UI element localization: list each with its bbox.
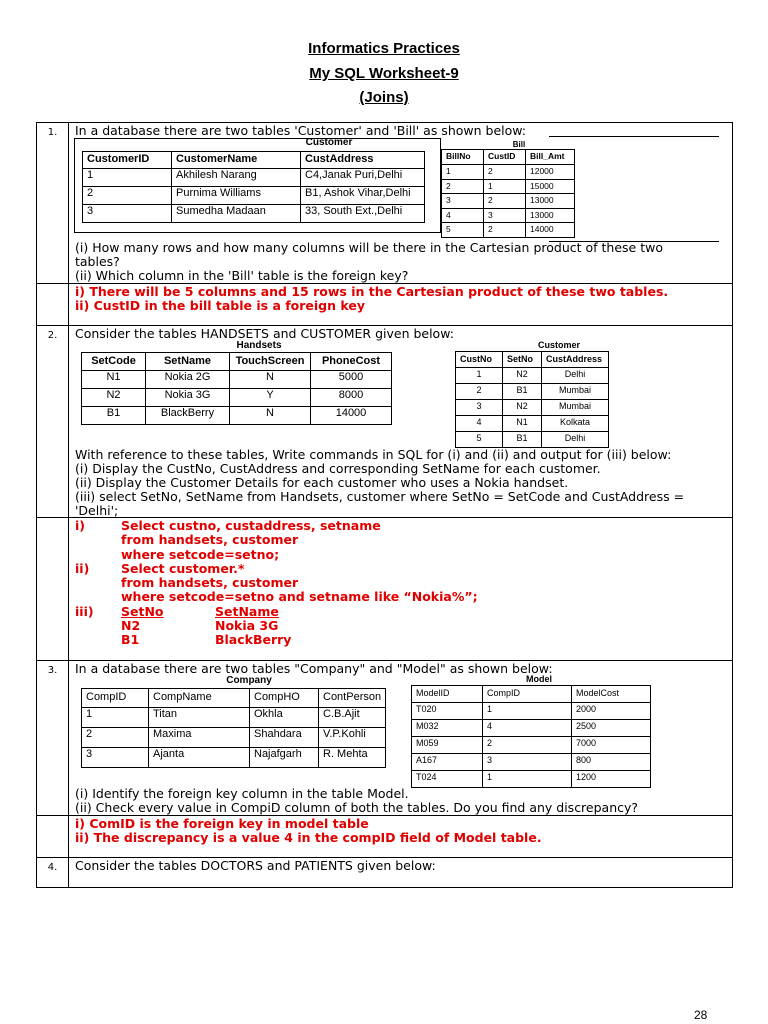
question-3: [69, 661, 733, 816]
cell: Okhla: [250, 708, 319, 728]
cell: Mumbai: [542, 384, 609, 400]
answer-text: ii) The discrepancy is a value 4 in the compID field of Model table.: [75, 830, 542, 846]
column-header: Bill_Amt: [526, 150, 575, 165]
answer-label: i): [75, 518, 85, 533]
cell: B1: [82, 407, 146, 425]
cell: 4: [442, 208, 484, 223]
cell: Kolkata: [542, 416, 609, 432]
cell: 3: [456, 400, 503, 416]
company-table: [81, 688, 386, 768]
cell: 33, South Ext.,Delhi: [301, 205, 425, 223]
table-caption: Bill: [512, 140, 526, 149]
cell: A167: [412, 754, 483, 771]
cell: N1: [82, 371, 146, 389]
cell: Ajanta: [149, 748, 250, 768]
question-number: 4.: [37, 858, 69, 888]
cell: C4,Janak Puri,Delhi: [301, 169, 425, 187]
answer-text: i) There will be 5 columns and 15 rows in the Cartesian product of these two tables.: [75, 284, 669, 299]
cell: 3: [483, 754, 572, 771]
column-header: CustomerID: [83, 152, 172, 169]
column-header: ModelID: [412, 686, 483, 703]
question-text: 'Delhi';: [75, 503, 119, 518]
cell: Nokia 3G: [146, 389, 230, 407]
column-header: SetName: [146, 353, 230, 371]
cell: 1: [83, 169, 172, 187]
column-header: SetCode: [82, 353, 146, 371]
cell: Delhi: [542, 368, 609, 384]
column-header: CustAddress: [542, 352, 609, 368]
question-intro: In a database there are two tables 'Customer' and 'Bill' as shown below:: [75, 123, 527, 138]
cell: 2: [82, 728, 149, 748]
question-text: (i) Display the CustNo, CustAddress and corresponding SetName for each customer.: [75, 461, 601, 476]
column-header: CompID: [483, 686, 572, 703]
divider: [549, 136, 719, 137]
answer-line: Select custno, custaddress, setname: [121, 518, 381, 533]
question-intro: In a database there are two tables "Company" and "Model" as shown below:: [75, 661, 553, 676]
answer-2: [69, 518, 733, 661]
answer-line: from handsets, customer: [121, 575, 299, 591]
table-caption: Customer: [537, 340, 580, 350]
table-caption: Model: [526, 674, 552, 684]
question-number: 2.: [37, 326, 69, 518]
column-header: CompHO: [250, 689, 319, 708]
cell: Delhi: [542, 432, 609, 448]
cell: 2: [442, 179, 484, 194]
cell: N2: [503, 368, 542, 384]
cell: 2: [483, 737, 572, 754]
customer-table-frame: [74, 138, 441, 233]
column-header: CompName: [149, 689, 250, 708]
answer-block-i: [75, 519, 726, 562]
worksheet-table: [36, 122, 733, 888]
column-header: CustAddress: [301, 152, 425, 169]
cell: T020: [412, 703, 483, 720]
cell: 3: [442, 194, 484, 209]
cell: 12000: [526, 165, 575, 180]
title-worksheet: My SQL Worksheet-9: [309, 65, 459, 82]
table-caption: Company: [226, 675, 272, 686]
cell: 3: [484, 208, 526, 223]
cell: BlackBerry: [146, 407, 230, 425]
cell: N2: [82, 389, 146, 407]
cell: 1: [82, 708, 149, 728]
cell: 3: [82, 748, 149, 768]
question-intro: Consider the tables DOCTORS and PATIENTS given below:: [75, 858, 436, 873]
column-header: CustomerName: [172, 152, 301, 169]
column-header: TouchScreen: [230, 353, 311, 371]
cell: 1: [442, 165, 484, 180]
customer-table: [82, 151, 425, 223]
cell: 14000: [311, 407, 392, 425]
cell: 1200: [572, 771, 651, 788]
question-text: (i) How many rows and how many columns will be there in the Cartesian product of these two: [75, 240, 663, 255]
question-text: (iii) select SetNo, SetName from Handsets, customer where SetNo = SetCode and CustAddress =: [75, 489, 685, 504]
question-1: [69, 123, 733, 284]
answer-text: ii) CustID in the bill table is a foreign key: [75, 298, 365, 314]
cell: 2: [484, 223, 526, 238]
column-header: SetNo: [503, 352, 542, 368]
title-topic: (Joins): [359, 89, 409, 106]
answer-1: [69, 284, 733, 326]
page-number: 28: [694, 1008, 708, 1022]
title-subject: Informatics Practices: [308, 40, 460, 57]
cell: Y: [230, 389, 311, 407]
question-2: [69, 326, 733, 518]
cell: 2: [484, 165, 526, 180]
answer-line: where setcode=setno and setname like “Nokia%”;: [121, 589, 478, 605]
question-4: [69, 858, 733, 888]
cell: 8000: [311, 389, 392, 407]
question-text: (i) Identify the foreign key column in the table Model.: [75, 786, 409, 801]
cell: 13000: [526, 194, 575, 209]
question-text: (ii) Which column in the 'Bill' table is the foreign key?: [75, 268, 409, 283]
cell: Najafgarh: [250, 748, 319, 768]
bill-table: [441, 149, 575, 238]
column-header: PhoneCost: [311, 353, 392, 371]
cell: 14000: [526, 223, 575, 238]
cell: 1: [484, 179, 526, 194]
cell: 2: [83, 187, 172, 205]
cell: Sumedha Madaan: [172, 205, 301, 223]
cell: B1: [503, 432, 542, 448]
cell: M059: [412, 737, 483, 754]
answer-line: from handsets, customer: [121, 532, 299, 548]
column-header: CompID: [82, 689, 149, 708]
table-caption: Handsets: [236, 340, 282, 351]
cell: C.B.Ajit: [319, 708, 386, 728]
cell: 5000: [311, 371, 392, 389]
cell: R. Mehta: [319, 748, 386, 768]
cell: 1: [483, 703, 572, 720]
cell: Akhilesh Narang: [172, 169, 301, 187]
question-number: 1.: [37, 123, 69, 284]
cell: N1: [503, 416, 542, 432]
answer-line: where setcode=setno;: [121, 546, 280, 562]
question-intro: Consider the tables HANDSETS and CUSTOMER given below:: [75, 326, 454, 341]
cell: 4: [456, 416, 503, 432]
handsets-table: [81, 352, 392, 425]
answer-label: iii): [75, 603, 94, 619]
cell: 5: [456, 432, 503, 448]
question-text: (ii) Display the Customer Details for each customer who uses a Nokia handset.: [75, 475, 569, 490]
cell: V.P.Kohli: [319, 728, 386, 748]
cell: M032: [412, 720, 483, 737]
column-header: ModelCost: [572, 686, 651, 703]
cell: Nokia 2G: [146, 371, 230, 389]
cell: 15000: [526, 179, 575, 194]
cell: N: [230, 371, 311, 389]
cell: Maxima: [149, 728, 250, 748]
cell: N: [230, 407, 311, 425]
output-header: SetName: [215, 603, 279, 619]
question-text: (ii) Check every value in CompiD column of both the tables. Do you find any discrepancy?: [75, 800, 639, 815]
answer-label: ii): [75, 560, 90, 576]
cell: 2000: [572, 703, 651, 720]
output-header: SetNo: [121, 603, 164, 619]
answer-3: [69, 816, 733, 858]
column-header: CustID: [484, 150, 526, 165]
cell: 7000: [572, 737, 651, 754]
cell: 13000: [526, 208, 575, 223]
cell: 1: [483, 771, 572, 788]
cell: B1, Ashok Vihar,Delhi: [301, 187, 425, 205]
table-caption: Customer: [305, 137, 353, 148]
output-cell: N2: [121, 618, 141, 634]
cell: 4: [483, 720, 572, 737]
cell: 3: [83, 205, 172, 223]
answer-text: i) ComID is the foreign key in model table: [75, 816, 369, 831]
question-text: With reference to these tables, Write commands in SQL for (i) and (ii) and output for (iii) below:: [75, 447, 672, 462]
answer-line: Select customer.*: [121, 560, 245, 576]
cell: T024: [412, 771, 483, 788]
answer-block-ii: [75, 562, 726, 605]
output-cell: BlackBerry: [215, 632, 292, 648]
question-number: 3.: [37, 661, 69, 816]
column-header: CustNo: [456, 352, 503, 368]
cell: Purnima Williams: [172, 187, 301, 205]
output-cell: B1: [121, 632, 140, 648]
cell: N2: [503, 400, 542, 416]
model-table: [411, 685, 651, 788]
cell: 1: [456, 368, 503, 384]
cell: B1: [503, 384, 542, 400]
column-header: BillNo: [442, 150, 484, 165]
cell: 800: [572, 754, 651, 771]
answer-block-iii: [75, 605, 726, 648]
cell: 2: [484, 194, 526, 209]
cell: 2500: [572, 720, 651, 737]
cell: Mumbai: [542, 400, 609, 416]
customer-table: [455, 351, 609, 448]
column-header: ContPerson: [319, 689, 386, 708]
cell: Titan: [149, 708, 250, 728]
output-cell: Nokia 3G: [215, 618, 279, 634]
cell: 2: [456, 384, 503, 400]
question-text: tables?: [75, 254, 120, 269]
cell: Shahdara: [250, 728, 319, 748]
cell: 5: [442, 223, 484, 238]
